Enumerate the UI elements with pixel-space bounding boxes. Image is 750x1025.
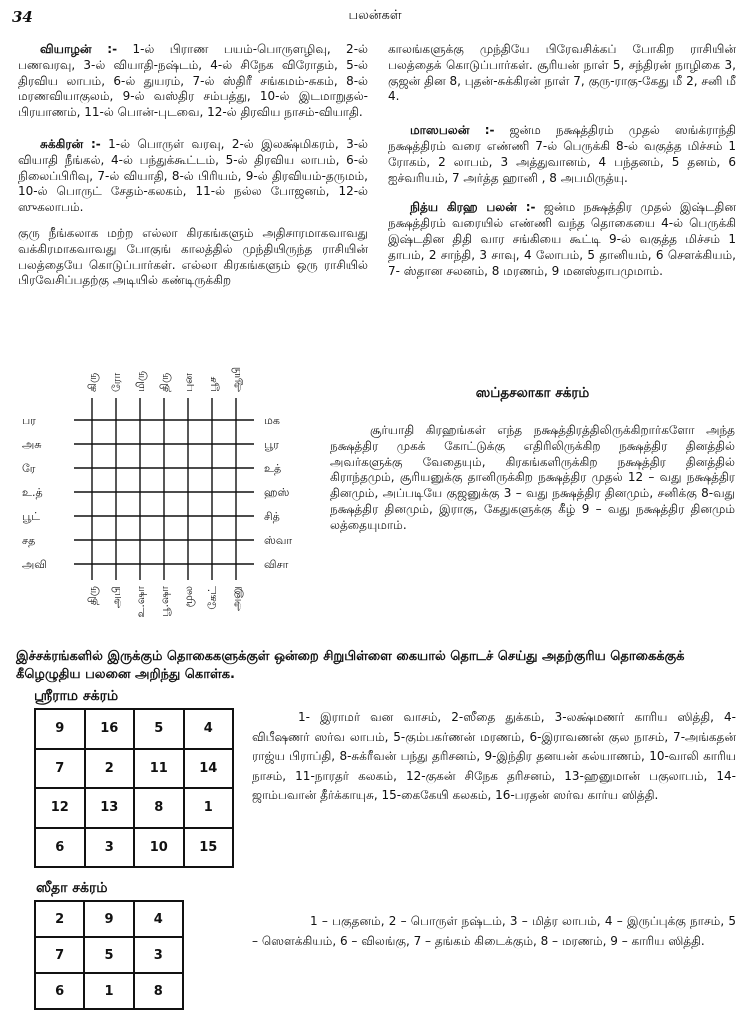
saptha-bottom-label: அபி — [110, 586, 123, 609]
sriraama-cell: 5 — [134, 709, 184, 749]
saptha-left-label: உ.த் — [22, 486, 43, 499]
saptha-left-label: ரே — [22, 462, 36, 475]
saptha-bottom-label: பூ.ஷா — [158, 586, 171, 617]
nithya-text: ஜன்ம நக்ஷத்திர முதல் இஷ்டதின நக்ஷத்திரம் வரையில் எண்ணி வந்த தொகையை 4-ல் பெருக்கி இஷ்டதின திதி வார சங்கியை கூட்டி 9-ல் வகுத்த மிச்சம் 1 தாபம், 2 சாந்தி, 3 சாவு, 4 லோபம், 5 தானியம், 6 சௌக்கியம், 7- ஸ்தான சலனம், 8 மரணம், 9 மனஸ்தாபமுமாம். — [388, 200, 736, 278]
sriraama-cell: 13 — [85, 788, 135, 828]
saptha-right-label: சித் — [264, 510, 280, 523]
right-column — [388, 42, 736, 279]
saptha-right-label: பூர — [264, 438, 279, 451]
saptha-heading: ஸப்தசலாகா சக்ரம் — [475, 385, 590, 401]
saptha-right-label: ஸ்வா — [264, 534, 293, 547]
saptha-top-label: ரோ — [110, 372, 123, 392]
sriraama-title: ஸ்ரீராம சக்ரம் — [34, 688, 119, 704]
nithya-label: நித்ய கிரஹ பலன் :- — [410, 200, 536, 215]
saptha-bottom-label: கேட் — [206, 586, 219, 610]
maasa-paragraph — [388, 123, 736, 186]
seetha-text: 1 – பகுதனம், 2 – பொருள் நஷ்டம், 3 – மித்ர லாபம், 4 – இருப்புக்கு நாசம், 5 – ஸௌக்கியம், 6 – விலங்கு, 7 – தங்கம் கிடைக்கும், 8 – மரணம், 9 – காரிய ஸித்தி. — [252, 914, 736, 948]
maasa-text: ஜன்ம நக்ஷத்திரம் முதல் ஸங்க்ராந்தி நக்ஷத்திரம் வரை எண்ணி 7-ல் பெருக்கி 8-ல் வகுத்த மிச்சம் 1 ரோகம், 2 லாபம், 3 அத்துவானம், 4 பந்தனம், 5 தனம், 6 ஐச்வரியம், 7 அர்த்த ஹானி , 8 அபமிருத்யு. — [388, 123, 736, 185]
saptha-top-label: புன — [182, 373, 195, 392]
sriraama-row — [35, 709, 233, 749]
nithya-paragraph — [388, 200, 736, 279]
saptha-top-label: கிரு — [86, 372, 99, 392]
sriraama-cell: 6 — [35, 828, 85, 868]
saptha-left-label: சத — [22, 534, 36, 547]
saptha-top-label: மிரு — [134, 370, 147, 392]
sriraama-cell: 10 — [134, 828, 184, 868]
instruction-text: இச்சக்ரங்களில் இருக்கும் தொகைகளுக்குள் ஒன்றை சிறுபிள்ளை கையால் தொடச் செய்து அதற்குரிய தொகைக்குக் கீழெழுதிய பலனை அறிந்து கொள்க. — [16, 649, 685, 682]
sukkiran-text: 1-ல் பொருள் வரவு, 2-ல் இலக்ஷ்மிகரம், 3-ல் வியாதி நீங்கல், 4-ல் பந்துக்கூட்டம், 5-ல் திரவிய லாபம், 6-ல் நிலைப்பிரிவு, 7-ல் வியாதி, 8-ல் பிரியம், 9-ல் திரவியம்-தருமம், 10-ல் பொருட் சேதம்-கலகம், 11-ல் நல்ல போஜனம், 12-ல் ஸுகலாபம். — [18, 136, 368, 215]
sriraama-cell: 7 — [35, 749, 85, 789]
sukkiran-paragraph — [18, 137, 368, 216]
saptha-right-label: ஹஸ் — [264, 486, 290, 499]
sukkiran-label: சுக்கிரன் :- — [40, 136, 101, 151]
sriraama-row — [35, 788, 233, 828]
saptha-top-label: ஆயி — [230, 366, 243, 392]
saptha-left-label: பர — [22, 414, 36, 427]
sriraama-cell: 15 — [184, 828, 234, 868]
saptha-text: சூர்யாதி கிரஹங்கள் எந்த நக்ஷத்திரத்திலிருக்கிறார்களோ அந்த நக்ஷத்திர முகக் கோட்டுக்கு எதிரிலிருக்கிற நக்ஷத்திர தினத்தில் அவர்களுக்கு வேதையும், கிரகங்களிருக்கிற நக்ஷத்திர தினத்தில் கிராந்தமும், சூரியனுக்கு தானிருக்கிற நக்ஷத்திர முதல் 12 – வது நக்ஷத்திர தினமும், அப்படியே குஜனுக்கு 3 – வது நக்ஷத்திர தினமும், சனிக்கு 8-வது நக்ஷத்திர தினமும், இராகு, கேதுகளுக்கு கீழ் 9 – வது நக்ஷத்திர தினமும் லத்தையுமாம். — [330, 423, 735, 532]
seetha-row — [35, 973, 183, 1009]
seetha-cell: 3 — [134, 937, 183, 973]
sriraama-cell: 2 — [85, 749, 135, 789]
saptha-grid-lines — [74, 398, 254, 580]
viyazhan-text: 1-ல் பிராண பயம்-பொருளழிவு, 2-ல் பணவரவு, 3-ல் வியாதி-நஷ்டம், 4-ல் சிநேக விரோதம், 5-ல் திரவிய லாபம், 6-ல் துயரம், 7-ல் ஸ்திரீ சங்கமம்-சுகம், 8-ல் மரணவியாகுலம், 9-ல் வஸ்திர சம்பத்து, 10-ல் இடமாறுதல்-பிரயாணம், 11-ல் பொன்-புடவை, 12-ல் திரவிய நாசம்-வியாதி. — [18, 42, 368, 120]
saptha-right-label: உத் — [264, 462, 282, 475]
saptha-top-label: பூச — [206, 376, 219, 392]
saptha-bottom-label: அனு — [230, 586, 243, 611]
sriraama-cell: 16 — [85, 709, 135, 749]
sriraama-grid — [34, 708, 234, 868]
left-column — [18, 42, 368, 289]
sriraama-cell: 8 — [134, 788, 184, 828]
seetha-cell: 7 — [35, 937, 84, 973]
saptha-bottom-label: மூல — [182, 586, 195, 608]
seetha-row — [35, 901, 183, 937]
sriraama-cell: 1 — [184, 788, 234, 828]
seetha-cell: 9 — [84, 901, 133, 937]
saptha-bottom-label: உ.ஷா — [134, 586, 147, 618]
sriraama-cell: 12 — [35, 788, 85, 828]
saptha-left-label: அசு — [22, 438, 42, 451]
seetha-cell: 5 — [84, 937, 133, 973]
guru-note-paragraph: குரு நீங்கலாக மற்ற எல்லா கிரகங்களும் அதிசாரமாகவாவது வக்கிரமாகவாவது போகுங் காலத்தில் முந்தியிருந்த ராசியின் பலத்தையே கொடுப்பார்கள். எல்லா கிரகங்களும் ஒரு ராசியில் பிரவேசிப்பதற்கு அடியில் கண்டிருக்கிற — [18, 225, 368, 288]
saptha-left-label: பூட் — [22, 510, 41, 523]
sriraama-cell: 14 — [184, 749, 234, 789]
viyazhan-label: வியாழன் :- — [40, 42, 118, 56]
page-number: 34 — [12, 8, 33, 26]
seetha-cell: 6 — [35, 973, 84, 1009]
saptha-top-label: திரு — [158, 372, 171, 392]
saptha-chakra-diagram — [14, 358, 314, 633]
sriraama-cell: 9 — [35, 709, 85, 749]
sriraama-row — [35, 828, 233, 868]
sriraama-cell: 3 — [85, 828, 135, 868]
maasa-label: மாஸபலன் :- — [410, 123, 495, 138]
saptha-right-label: விசா — [264, 558, 289, 571]
sriraama-cell: 11 — [134, 749, 184, 789]
saptha-bottom-label: திரு — [86, 586, 99, 606]
seetha-cell: 1 — [84, 973, 133, 1009]
sriraama-row — [35, 749, 233, 789]
saptha-left-label: அவி — [22, 558, 47, 571]
sriraama-cell: 4 — [184, 709, 234, 749]
seetha-row — [35, 937, 183, 973]
viyazhan-paragraph — [18, 42, 368, 121]
saptha-right-label: மக — [264, 414, 280, 427]
page-title: பலன்கள் — [348, 8, 402, 23]
seetha-cell: 4 — [134, 901, 183, 937]
seetha-title: ஸீதா சக்ரம் — [36, 880, 108, 896]
seetha-grid — [34, 900, 184, 1010]
sriraama-text: 1- இராமர் வன வாசம், 2-ஸீதை துக்கம், 3-லக்ஷ்மணர் காரிய ஸித்தி, 4-விபீஷணர் ஸர்வ லாபம், 5-கும்பகர்ணன் மரணம், 6-இராவணன் குல நாசம், 7-அங்கதன் ராஜ்ய பிராப்தி, 8-சுக்ரீவன் பந்து தரிசனம், 9-இந்திர தனயன் கல்யாணம், 10-வாலி காரிய நாசம், 11-நாரதர் கலகம், 12-குகன் சிநேக தரிசனம், 13-ஹனுமான் பகுலாபம், 14-ஜாம்பவான் தீர்க்காயுசு, 15-கைகேயி கலகம், 16-பரதன் ஸர்வ கார்ய ஸித்தி. — [252, 710, 736, 802]
seetha-cell: 8 — [134, 973, 183, 1009]
seetha-cell: 2 — [35, 901, 84, 937]
right-continuation: காலங்களுக்கு முந்தியே பிரேவசிக்கப் போகிற ராசியின் பலத்தைக் கொடுப்பார்கள். சூரியன் நாள் 5, சந்திரன் நாழிகை 3, குஜன் தின 8, புதன்-சுக்கிரன் நாள் 7, குரு-ராகு-கேது மீ 2, சனி மீ 4. — [388, 42, 736, 104]
